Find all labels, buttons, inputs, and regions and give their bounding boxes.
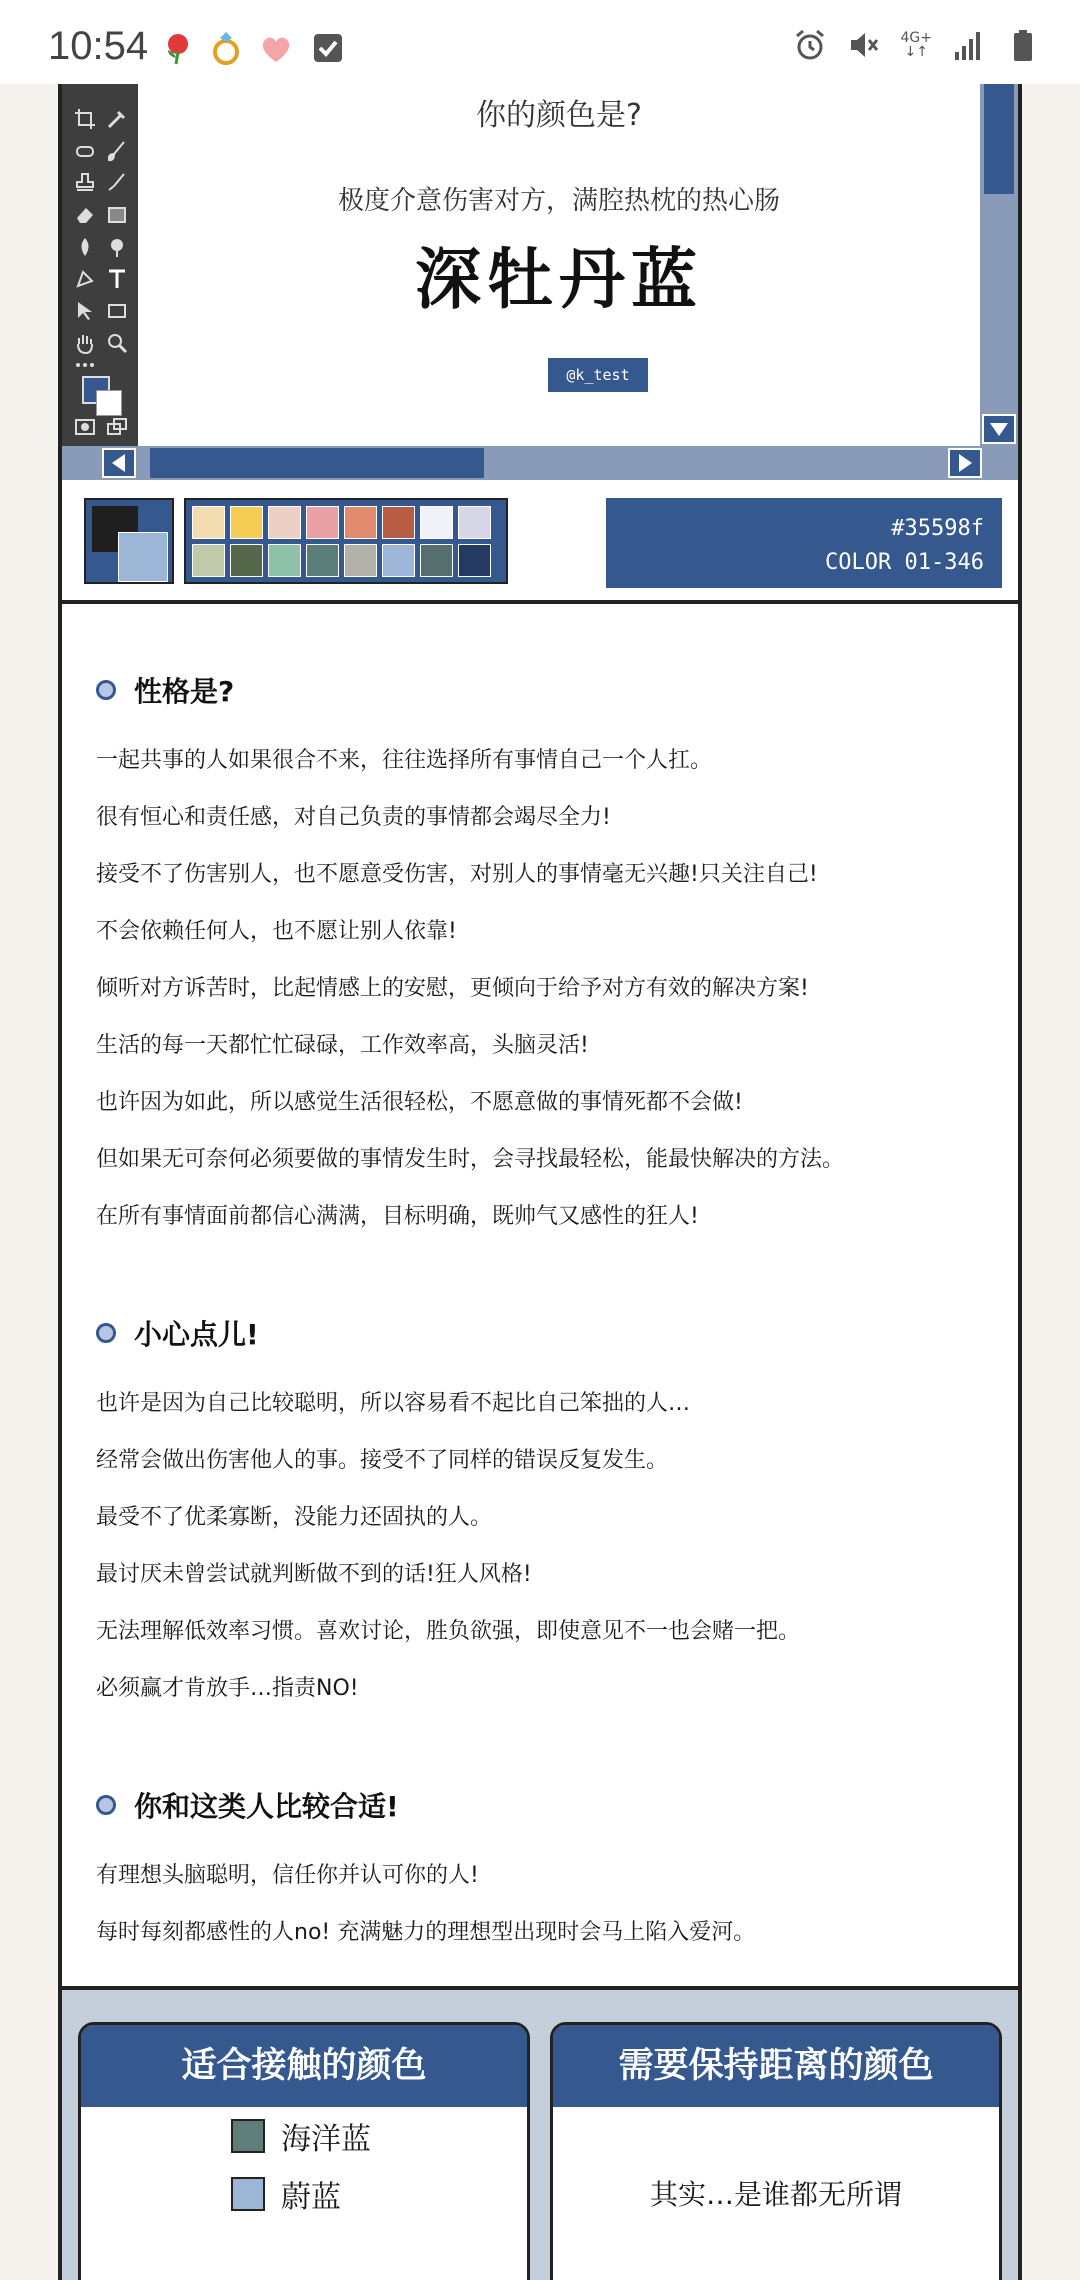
- background-color[interactable]: [118, 532, 168, 582]
- text-line: 生活的每一天都忙忙碌碌，工作效率高，头脑灵活!: [96, 1033, 589, 1058]
- stamp-tool-icon[interactable]: [74, 172, 96, 194]
- status-time: 10:54: [48, 24, 149, 68]
- bullet-dot-icon: [96, 680, 116, 700]
- color-swatch: [231, 2119, 265, 2153]
- palette-swatch[interactable]: [420, 544, 453, 577]
- fg-bg-color-box[interactable]: [84, 498, 174, 584]
- palette-swatch[interactable]: [268, 506, 301, 539]
- dodge-tool-icon[interactable]: [106, 236, 128, 258]
- tool-sidebar: [62, 84, 138, 446]
- bottom-panel: [62, 1986, 1018, 2280]
- scroll-right-arrow-icon[interactable]: [948, 448, 982, 478]
- color-label: 蔚蓝: [281, 2180, 341, 2215]
- color-name: 深牡丹蓝: [415, 241, 703, 318]
- text-line: 必须赢才肯放手…指责NO!: [96, 1676, 359, 1701]
- section-title: 你和这类人比较合适!: [134, 1790, 399, 1823]
- section-careful-head: [96, 1313, 1018, 1353]
- app-frame: [58, 84, 1022, 2280]
- content: [62, 608, 1018, 1961]
- palette-row: [62, 480, 1018, 604]
- palette-swatch[interactable]: [458, 506, 491, 539]
- text-line: 很有恒心和责任感，对自己负责的事情都会竭尽全力!: [96, 805, 611, 830]
- suitable-color-item: [231, 2165, 527, 2223]
- shape-tool-icon[interactable]: [106, 300, 128, 322]
- text-line: 每时每刻都感性的人no! 充满魅力的理想型出现时会马上陷入爱河。: [96, 1920, 756, 1945]
- section-personality-head: [96, 670, 1018, 710]
- battery-icon: [1006, 28, 1040, 62]
- horizontal-scrollbar[interactable]: [62, 446, 1018, 480]
- palette-swatch[interactable]: [306, 544, 339, 577]
- section-personality-body: [96, 732, 1018, 1245]
- ring-icon: [208, 30, 244, 66]
- color-swatch: [231, 2177, 265, 2211]
- background-color-swatch[interactable]: [96, 390, 122, 416]
- color-label: 海洋蓝: [281, 2122, 371, 2157]
- palette-swatch[interactable]: [230, 544, 263, 577]
- distance-colors-card: [550, 2022, 1002, 2280]
- bullet-dot-icon: [96, 1323, 116, 1343]
- palette-swatch[interactable]: [458, 544, 491, 577]
- brush-tool-icon[interactable]: [106, 140, 128, 162]
- alarm-icon: [793, 28, 827, 62]
- account-tag: @k_test: [548, 358, 648, 392]
- text-line: 倾听对方诉苦时，比起情感上的安慰，更倾向于给予对方有效的解决方案!: [96, 976, 809, 1001]
- section-title: 性格是?: [134, 675, 235, 708]
- question-title: 你的颜色是?: [476, 98, 642, 133]
- vertical-scroll-thumb[interactable]: [984, 84, 1014, 194]
- text-line: 最受不了优柔寡断，没能力还固执的人。: [96, 1505, 493, 1530]
- select-tool-icon[interactable]: [74, 300, 96, 322]
- palette-swatch[interactable]: [382, 506, 415, 539]
- swatch-grid: [184, 498, 508, 584]
- text-line: 有理想头脑聪明，信任你并认可你的人!: [96, 1863, 479, 1888]
- palette-swatch[interactable]: [192, 544, 225, 577]
- eraser-tool-icon[interactable]: [74, 204, 96, 226]
- text-line: 一起共事的人如果很合不来，往往选择所有事情自己一个人扛。: [96, 748, 713, 773]
- vertical-scrollbar[interactable]: [980, 84, 1018, 446]
- text-line: 最讨厌未曾尝试就判断做不到的话!狂人风格!: [96, 1562, 532, 1587]
- heart-icon: [258, 30, 294, 66]
- section-match-head: [96, 1785, 1018, 1825]
- zoom-tool-icon[interactable]: [106, 332, 128, 354]
- suitable-colors-card: [78, 2022, 530, 2280]
- system-icons: [793, 28, 1041, 62]
- scroll-left-arrow-icon[interactable]: [102, 448, 136, 478]
- horizontal-scroll-thumb[interactable]: [150, 448, 484, 478]
- scroll-down-arrow-icon[interactable]: [982, 414, 1016, 444]
- palette-swatch[interactable]: [268, 544, 301, 577]
- canvas: [138, 84, 980, 446]
- pen-tool-icon[interactable]: [74, 268, 96, 290]
- mute-icon: [847, 28, 881, 62]
- palette-swatch[interactable]: [192, 506, 225, 539]
- color-code: COLOR 01-346: [825, 550, 984, 575]
- text-line: 也许是因为自己比较聪明，所以容易看不起比自己笨拙的人…: [96, 1391, 691, 1416]
- section-title: 小心点儿!: [134, 1318, 259, 1351]
- screen-mode-icon[interactable]: [106, 416, 128, 438]
- text-line: 经常会做出伤害他人的事。接受不了同样的错误反复发生。: [96, 1448, 669, 1473]
- section-match-body: [96, 1847, 1018, 1961]
- network-label: 4G+: [900, 30, 932, 46]
- text-tool-icon[interactable]: [106, 268, 128, 290]
- history-brush-tool-icon[interactable]: [106, 172, 128, 194]
- rose-icon: [160, 30, 196, 66]
- card-title: 需要保持距离的颜色: [553, 2025, 999, 2107]
- status-bar: [0, 0, 1080, 84]
- quick-mask-icon[interactable]: [74, 416, 96, 438]
- more-tools-icon[interactable]: [74, 354, 114, 376]
- palette-swatch[interactable]: [344, 506, 377, 539]
- palette-swatch[interactable]: [230, 506, 263, 539]
- crop-tool-icon[interactable]: [74, 108, 96, 130]
- palette-swatch[interactable]: [306, 506, 339, 539]
- palette-swatch[interactable]: [344, 544, 377, 577]
- network-4g-icon: 4G+ ↓↑: [900, 30, 932, 60]
- blur-tool-icon[interactable]: [74, 236, 96, 258]
- gradient-tool-icon[interactable]: [106, 204, 128, 226]
- color-hex: #35598f: [891, 516, 984, 541]
- suitable-color-item: [231, 2107, 527, 2165]
- text-line: 接受不了伤害别人，也不愿意受伤害，对别人的事情毫无兴趣!只关注自己!: [96, 862, 818, 887]
- eyedropper-tool-icon[interactable]: [106, 108, 128, 130]
- bullet-dot-icon: [96, 1795, 116, 1815]
- section-careful-body: [96, 1375, 1018, 1717]
- checkbox-icon: [310, 30, 346, 66]
- signal-icon: [952, 28, 986, 62]
- text-line: 在所有事情面前都信心满满，目标明确，既帅气又感性的狂人!: [96, 1204, 699, 1229]
- palette-swatch[interactable]: [382, 544, 415, 577]
- card-text: 其实…是谁都无所谓: [649, 2178, 902, 2211]
- text-line: 不会依赖任何人，也不愿让别人依靠!: [96, 919, 457, 944]
- card-title: 适合接触的颜色: [81, 2025, 527, 2107]
- hand-tool-icon[interactable]: [74, 332, 96, 354]
- text-line: 无法理解低效率习惯。喜欢讨论，胜负欲强，即使意见不一也会赌一把。: [96, 1619, 801, 1644]
- palette-swatch[interactable]: [420, 506, 453, 539]
- color-subtitle: 极度介意伤害对方，满腔热枕的热心肠: [337, 186, 780, 216]
- text-line: 但如果无可奈何必须要做的事情发生时，会寻找最轻松，能最快解决的方法。: [96, 1147, 845, 1172]
- healing-tool-icon[interactable]: [74, 140, 96, 162]
- text-line: 也许因为如此，所以感觉生活很轻松，不愿意做的事情死都不会做!: [96, 1090, 743, 1115]
- color-code-box: [606, 498, 1002, 588]
